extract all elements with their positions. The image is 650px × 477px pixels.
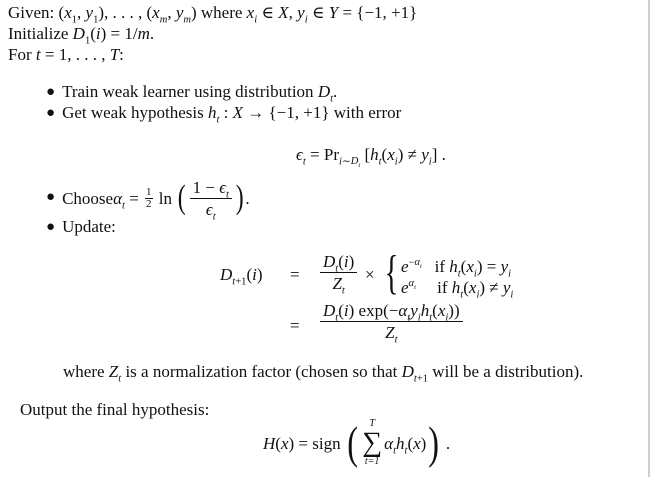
bullet-get-hypothesis (46, 103, 402, 126)
bullet-train (46, 82, 338, 105)
train-math: $D_t$. (317, 82, 338, 105)
bullet-choose-alpha (46, 177, 250, 222)
summation-symbol: T ∑ t=1 (362, 418, 383, 467)
update-fraction-1: $\frac{D_t(i)}{Z_t}$ (318, 253, 359, 292)
bullet-dot: ● (46, 84, 56, 100)
output-label: Output the final hypothesis: (20, 400, 210, 419)
initialize-math: $D_1(i) = 1/m$. (72, 24, 155, 47)
update-lhs-math: $D_{t+1}(i)$ (220, 265, 263, 288)
update-equals-2: = (290, 316, 300, 335)
hypothesis-math: $h_t$ : X → {−1, +1} (207, 103, 330, 126)
normalization-sentence: where $Z_t$ is a normalization factor (chosen so that $D_{t+1}$ will be a distribution). (63, 362, 584, 385)
update-equals-1: = (290, 265, 300, 284)
normalization-where: where (63, 362, 109, 381)
initialize-line (8, 24, 155, 47)
get-text: Get weak hypothesis (62, 103, 208, 122)
choose-text: Choose (62, 188, 114, 208)
alpha-formula-math: $\alpha_t$ = $\frac{1}{2}$ ln ( $\frac{1 - \epsilon_t}{\epsilon_t}$ ) . (113, 177, 250, 222)
bullet-update (46, 218, 116, 236)
given-pairs-math: ($x_1$, $y_1$), . . . , ($x_m$, $y_m$) (58, 3, 197, 26)
normalization-end: will be a distribution). (428, 362, 584, 381)
case1-if: if (434, 257, 450, 276)
train-text: Train weak learner using distribution (62, 82, 318, 101)
sign-word: sign (312, 433, 341, 453)
bullet-dot: ● (46, 105, 56, 121)
initialize-label: Initialize (8, 24, 73, 43)
case2-if: if (437, 278, 452, 297)
update-times: × (365, 265, 375, 284)
for-range-math: t = 1, . . . , T: (35, 45, 124, 64)
normalization-middle: is a normalization factor (chosen so that (121, 362, 402, 381)
bullet-dot: ● (46, 219, 56, 235)
given-sets-math: $x_i$ ∈ X, $y_i$ ∈ Y = {−1, +1} (246, 3, 418, 26)
update-brace: { (384, 246, 399, 299)
update-fraction-2: $\frac{D_t(i) \exp(-\alpha_ty_ih_t(x_i))}{Z_t}$ (318, 302, 465, 341)
given-line (8, 3, 418, 26)
given-where: where (196, 3, 247, 22)
update-case-1: $e^{-\alpha_t}$ if $h_t(x_i) = y_i$ (401, 257, 512, 280)
bullet-dot: ● (46, 188, 56, 205)
for-label: For (8, 45, 36, 64)
given-label: Given: (8, 3, 59, 22)
update-case-2: $e^{\alpha_t}$ if $h_t(x_i) \ne y_i$ (401, 278, 514, 301)
error-equation: $\epsilon_t = Pr_{i\sim D_t}$ $[h_t(x_i) \ne y_i]$ . (296, 145, 446, 170)
final-hypothesis-equation: H(x) = sign ( T ∑ t=1 $\alpha_th_t(x)$ ) . (263, 417, 451, 468)
with-error-text: with error (329, 103, 402, 122)
update-text: Update: (62, 217, 116, 236)
for-line (8, 46, 124, 63)
